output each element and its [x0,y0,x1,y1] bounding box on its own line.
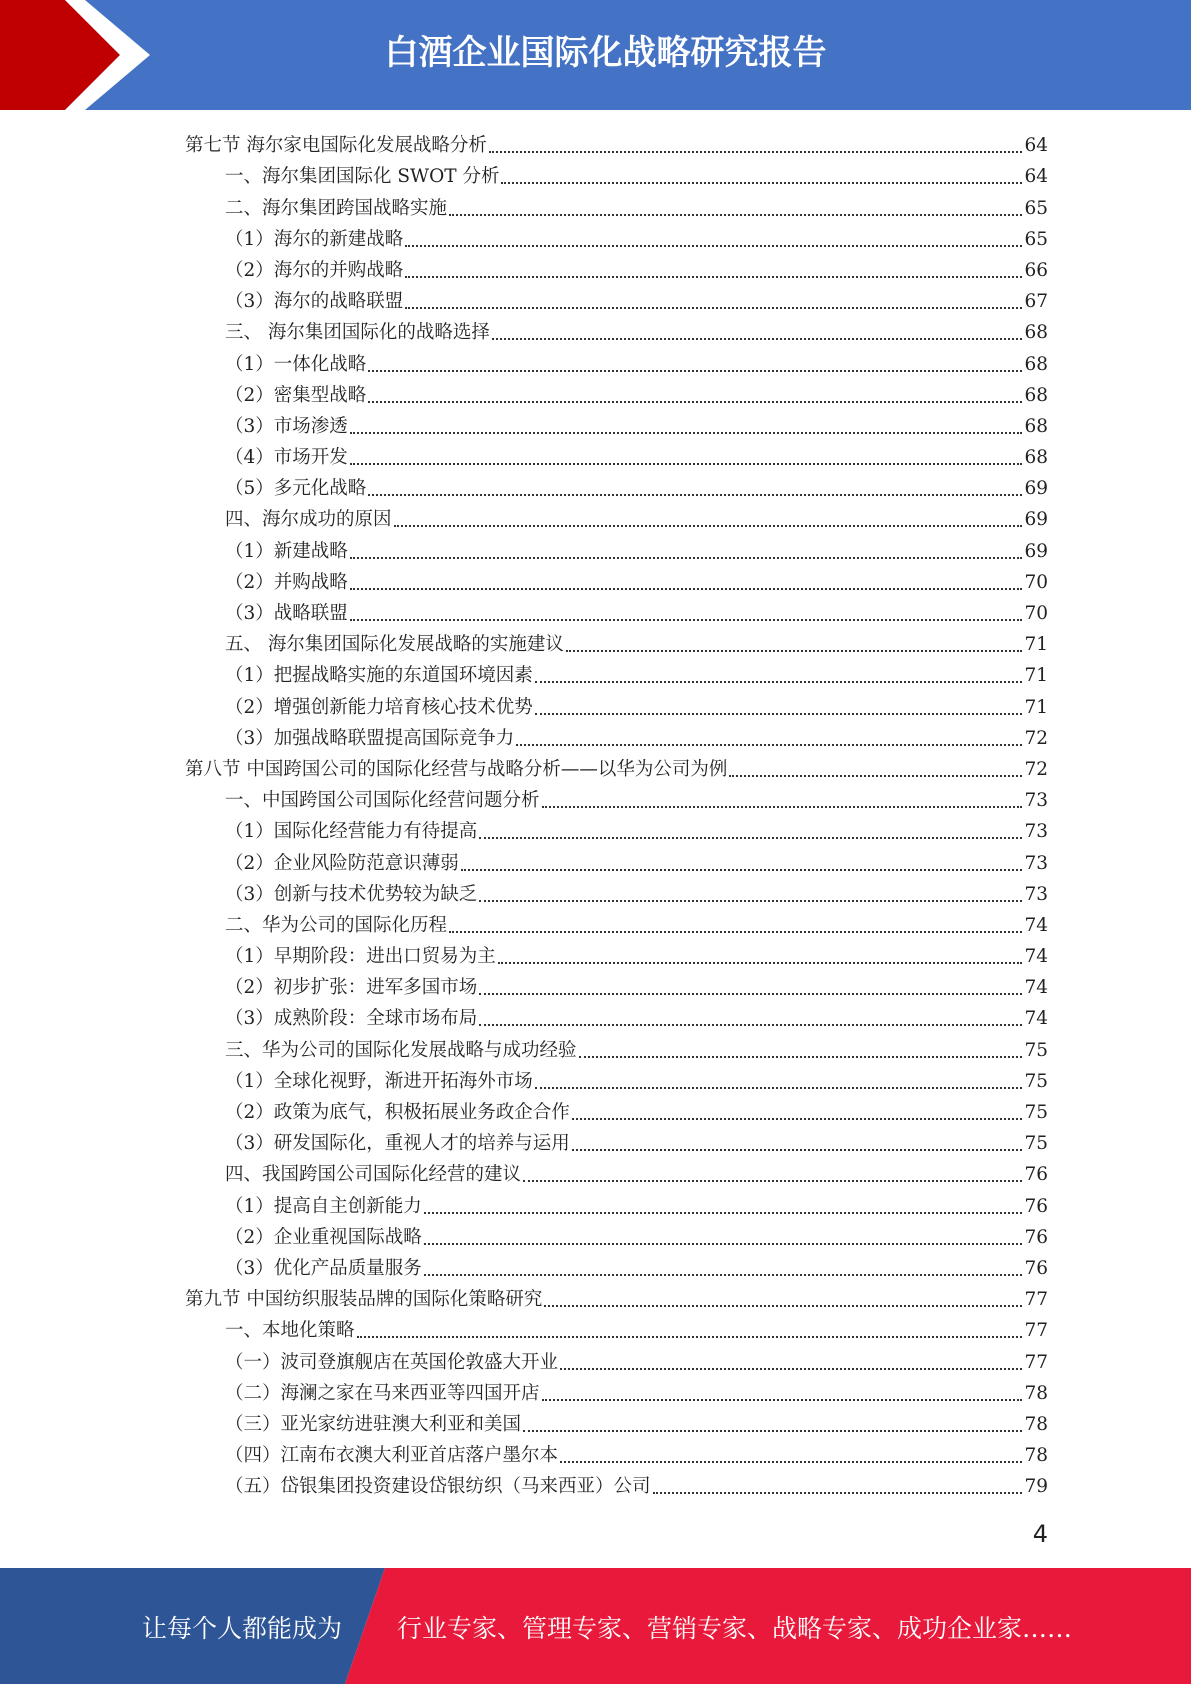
toc-dot-leader [535,1087,1023,1089]
toc-entry-page: 77 [1024,1351,1048,1373]
toc-entry[interactable] [185,1126,1048,1157]
toc-entry-label: （4）市场开发 [225,447,348,469]
toc-dot-leader [479,837,1022,839]
toc-entry[interactable] [185,721,1048,752]
toc-dot-leader [405,276,1022,278]
toc-entry-page: 72 [1024,727,1048,749]
toc-entry-page: 68 [1024,384,1048,406]
toc-entry-page: 69 [1024,478,1048,500]
toc-entry-label: 一、海尔集团国际化 SWOT 分析 [225,166,500,188]
toc-dot-leader [542,1399,1023,1401]
toc-entry-page: 73 [1024,790,1048,812]
toc-dot-leader [357,1336,1023,1338]
page-header [0,0,1191,110]
toc-entry-label: （1）早期阶段：进出口贸易为主 [225,946,496,968]
toc-entry-page: 77 [1024,1320,1048,1342]
toc-dot-leader [479,1024,1022,1026]
toc-dot-leader [424,1243,1023,1245]
toc-entry-label: 一、本地化策略 [225,1320,355,1342]
toc-entry[interactable] [185,1001,1048,1032]
toc-entry-page: 69 [1024,540,1048,562]
toc-entry-label: （1）海尔的新建战略 [225,228,404,250]
toc-entry[interactable] [185,752,1048,783]
toc-entry[interactable] [185,222,1048,253]
toc-entry-label: （2）初步扩张：进军多国市场 [225,977,478,999]
toc-entry-page: 76 [1024,1195,1048,1217]
footer-slogan-right: 行业专家、管理专家、营销专家、战略专家、成功企业家…… [397,1614,1073,1643]
toc-dot-leader [566,650,1023,652]
toc-entry[interactable] [185,1188,1048,1219]
toc-entry-label: 第九节 中国纺织服装品牌的国际化策略研究 [185,1289,543,1311]
toc-dot-leader [368,401,1022,403]
toc-entry-label: 四、我国跨国公司国际化经营的建议 [225,1164,522,1186]
toc-entry-label: （五）岱银集团投资建设岱银纺织（马来西亚）公司 [225,1476,651,1498]
toc-entry[interactable] [185,253,1048,284]
toc-entry[interactable] [185,1376,1048,1407]
toc-entry-label: （2）并购战略 [225,571,348,593]
toc-entry[interactable] [185,502,1048,533]
toc-entry-label: （2）密集型战略 [225,384,367,406]
toc-entry-page: 67 [1024,291,1048,313]
toc-entry-page: 69 [1024,509,1048,531]
toc-entry-page: 73 [1024,821,1048,843]
toc-dot-leader [501,182,1022,184]
toc-dot-leader [523,1430,1022,1432]
toc-entry-label: （1）一体化战略 [225,353,367,375]
toc-entry[interactable] [185,1064,1048,1095]
toc-entry-label: （1）提高自主创新能力 [225,1195,422,1217]
toc-entry-label: （2）增强创新能力培育核心技术优势 [225,696,533,718]
toc-entry[interactable] [185,378,1048,409]
toc-entry[interactable] [185,970,1048,1001]
toc-entry-page: 68 [1024,415,1048,437]
toc-entry-page: 70 [1024,603,1048,624]
toc-dot-leader [350,588,1023,590]
toc-entry-label: 二、华为公司的国际化历程 [225,914,448,936]
toc-entry[interactable] [185,409,1048,440]
toc-entry-label: （3）优化产品质量服务 [225,1257,422,1279]
toc-dot-leader [544,1305,1022,1307]
toc-dot-leader [572,1149,1023,1151]
toc-entry-label: （二）海澜之家在马来西亚等四国开店 [225,1382,540,1404]
toc-entry-label: （3）创新与技术优势较为缺乏 [225,883,478,905]
toc-entry[interactable] [185,440,1048,471]
toc-entry-page: 65 [1024,197,1048,219]
toc-dot-leader [394,525,1023,527]
toc-entry-label: （2）海尔的并购战略 [225,259,404,281]
toc-entry-page: 78 [1024,1445,1048,1467]
toc-entry-label: （3）战略联盟 [225,603,348,624]
toc-entry-label: （1）新建战略 [225,540,348,562]
toc-entry-label: 二、海尔集团跨国战略实施 [225,197,448,219]
toc-entry-label: （2）政策为底气，积极拓展业务政企合作 [225,1102,570,1123]
toc-entry[interactable] [185,1032,1048,1063]
toc-dot-leader [572,1118,1023,1120]
toc-entry[interactable] [185,190,1048,221]
toc-entry-page: 65 [1024,228,1048,250]
toc-dot-leader [405,307,1022,309]
toc-entry-page: 64 [1024,166,1048,188]
toc-entry[interactable] [185,1095,1048,1126]
toc-dot-leader [461,869,1023,871]
toc-entry-page: 66 [1024,259,1048,281]
toc-entry[interactable] [185,939,1048,970]
page-footer [0,1568,1191,1684]
toc-entry-page: 72 [1024,758,1048,780]
toc-dot-leader [350,463,1023,465]
toc-dot-leader [729,775,1022,777]
toc-entry-label: 第八节 中国跨国公司的国际化经营与战略分析——以华为公司为例 [185,758,728,780]
toc-entry[interactable] [185,284,1048,315]
toc-entry[interactable] [185,533,1048,564]
toc-entry-page: 73 [1024,883,1048,905]
toc-entry-label: （1）全球化视野，渐进开拓海外市场 [225,1070,533,1092]
toc-entry-page: 70 [1024,571,1048,593]
toc-entry-label: 四、海尔成功的原因 [225,509,392,531]
toc-entry[interactable] [185,908,1048,939]
toc-entry[interactable] [185,627,1048,658]
toc-entry-page: 71 [1024,665,1048,687]
toc-dot-leader [560,1368,1022,1370]
toc-entry-label: （1）把握战略实施的东道国环境因素 [225,665,533,687]
toc-entry-page: 73 [1024,852,1048,874]
report-title: 白酒企业国际化战略研究报告 [384,33,827,73]
toc-entry[interactable] [185,565,1048,596]
toc-entry[interactable] [185,814,1048,845]
toc-dot-leader [523,1180,1022,1182]
toc-entry-label: （1）国际化经营能力有待提高 [225,821,478,843]
toc-entry[interactable] [185,877,1048,908]
toc-entry[interactable] [185,1282,1048,1313]
toc-entry-page: 68 [1024,353,1048,375]
toc-entry-page: 74 [1024,914,1048,936]
toc-entry-label: 三、 海尔集团国际化的战略选择 [225,322,490,344]
toc-entry[interactable] [185,596,1048,627]
toc-entry-page: 76 [1024,1164,1048,1186]
toc-entry-label: （3）市场渗透 [225,415,348,437]
toc-entry-page: 74 [1024,1008,1048,1030]
toc-entry-label: （2）企业重视国际战略 [225,1226,422,1248]
toc-entry-page: 74 [1024,977,1048,999]
toc-dot-leader [350,432,1023,434]
toc-entry[interactable] [185,1407,1048,1438]
toc-entry-page: 78 [1024,1382,1048,1404]
toc-dot-leader [350,619,1023,621]
toc-dot-leader [368,494,1022,496]
toc-entry-label: （5）多元化战略 [225,478,367,500]
toc-entry-label: （3）成熟阶段：全球市场布局 [225,1008,478,1030]
toc-entry-label: 五、 海尔集团国际化发展战略的实施建议 [225,634,564,656]
toc-dot-leader [368,370,1022,372]
toc-entry-label: （3）海尔的战略联盟 [225,291,404,313]
toc-entry-label: （一）波司登旗舰店在英国伦敦盛大开业 [225,1351,559,1373]
toc-dot-leader [405,245,1022,247]
toc-entry-page: 75 [1024,1039,1048,1061]
toc-entry[interactable] [185,346,1048,377]
toc-dot-leader [449,931,1022,933]
toc-entry-page: 71 [1024,634,1048,656]
toc-dot-leader [492,338,1023,340]
toc-dot-leader [653,1492,1023,1494]
toc-entry-label: （2）企业风险防范意识薄弱 [225,852,459,874]
toc-entry-label: 三、华为公司的国际化发展战略与成功经验 [225,1039,577,1061]
toc-dot-leader [535,713,1023,715]
toc-entry-page: 77 [1024,1289,1048,1311]
toc-entry-label: （3）研发国际化，重视人才的培养与运用 [225,1133,570,1155]
toc-dot-leader [449,214,1022,216]
toc-entry-label: （三）亚光家纺进驻澳大利亚和美国 [225,1413,522,1435]
toc-dot-leader [579,1056,1023,1058]
toc-entry-page: 78 [1024,1413,1048,1435]
toc-entry[interactable] [185,845,1048,876]
toc-dot-leader [516,744,1022,746]
toc-entry-page: 68 [1024,447,1048,469]
toc-entry-page: 76 [1024,1226,1048,1248]
toc-dot-leader [542,806,1023,808]
toc-entry[interactable] [185,1313,1048,1344]
toc-entry-page: 68 [1024,322,1048,344]
toc-dot-leader [424,1274,1023,1276]
toc-dot-leader [560,1461,1022,1463]
toc-dot-leader [498,962,1023,964]
page-number: 4 [1032,1520,1048,1548]
toc-dot-leader [479,900,1022,902]
toc-dot-leader [350,557,1023,559]
toc-dot-leader [424,1212,1023,1214]
toc-entry[interactable] [185,1438,1048,1469]
toc-entry[interactable] [185,783,1048,814]
toc-entry-label: （3）加强战略联盟提高国际竞争力 [225,727,515,749]
toc-entry[interactable] [185,1220,1048,1251]
toc-entry[interactable] [185,1469,1048,1500]
toc-dot-leader [535,681,1023,683]
toc-entry-label: 一、中国跨国公司国际化经营问题分析 [225,790,540,812]
toc-entry-page: 75 [1024,1070,1048,1092]
toc-entry[interactable] [185,471,1048,502]
toc-entry-page: 75 [1024,1133,1048,1155]
table-of-contents [185,128,1048,1500]
toc-entry[interactable] [185,1157,1048,1188]
toc-dot-leader [479,993,1022,995]
toc-entry-page: 71 [1024,696,1048,718]
toc-entry-label: 第七节 海尔家电国际化发展战略分析 [185,135,487,157]
toc-entry[interactable] [185,159,1048,190]
toc-entry-page: 75 [1024,1102,1048,1123]
toc-entry-label: （四）江南布衣澳大利亚首店落户墨尔本 [225,1445,559,1467]
toc-entry-page: 79 [1024,1476,1048,1498]
toc-dot-leader [489,151,1023,153]
toc-entry-page: 76 [1024,1257,1048,1279]
toc-entry[interactable] [185,1344,1048,1375]
toc-entry[interactable] [185,315,1048,346]
footer-slogan-left: 让每个人都能成为 [142,1614,343,1643]
toc-entry[interactable] [185,658,1048,689]
toc-entry[interactable] [185,1251,1048,1282]
toc-entry[interactable] [185,689,1048,720]
toc-entry-page: 74 [1024,946,1048,968]
toc-entry[interactable] [185,128,1048,159]
toc-entry-page: 64 [1024,135,1048,157]
